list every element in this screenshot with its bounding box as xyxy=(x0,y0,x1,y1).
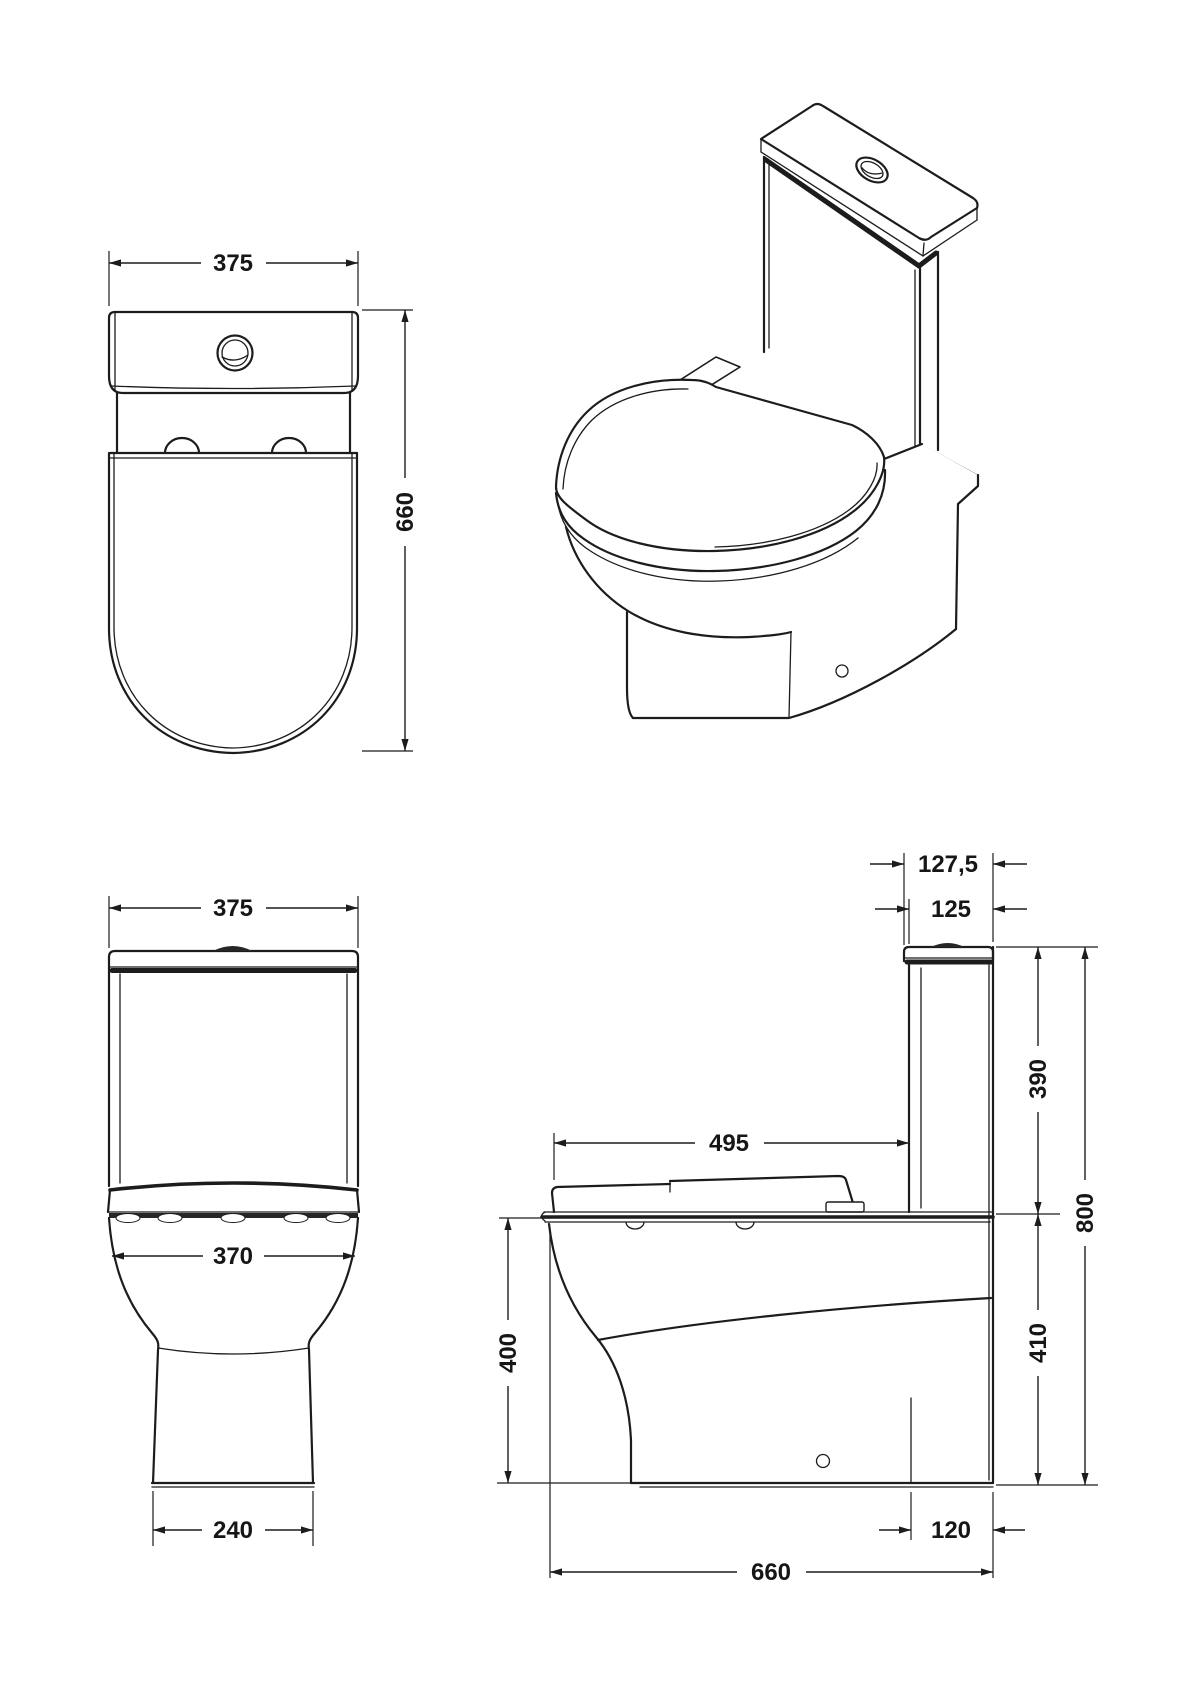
plan-hinge-left xyxy=(165,438,199,453)
front-seat-edge xyxy=(110,1183,357,1190)
side-cistern xyxy=(904,943,993,1483)
dim-side-total-height xyxy=(1072,947,1099,1485)
side-bowl-outline xyxy=(549,1224,631,1483)
dim-side-cistern-depth-label: 125 xyxy=(930,896,972,923)
dim-front-width xyxy=(109,895,358,948)
side-outlet-hole xyxy=(817,1455,830,1468)
dim-side-total-height-label: 800 xyxy=(1072,1192,1099,1234)
front-view xyxy=(108,895,359,1546)
dim-side-total-depth-label: 660 xyxy=(750,1559,792,1586)
front-bowl-right xyxy=(309,1218,358,1483)
dim-side-cistern-depth xyxy=(875,896,1027,944)
side-skirt-line xyxy=(598,1298,991,1340)
dim-top-depth-label: 660 xyxy=(392,491,419,533)
dim-side-cistern-height xyxy=(1025,947,1052,1214)
side-seat-hinge xyxy=(826,1202,864,1212)
plan-hinge-right xyxy=(272,438,306,453)
iso-cistern-lid xyxy=(761,104,978,240)
dim-front-base-width xyxy=(153,1491,313,1546)
dim-side-rim-height-label: 400 xyxy=(495,1332,522,1374)
dim-side-pan-height-label: 410 xyxy=(1025,1322,1052,1364)
dim-top-width xyxy=(109,250,358,306)
dim-front-bowl-width xyxy=(112,1243,355,1270)
dim-top-depth xyxy=(362,310,419,751)
side-view xyxy=(495,851,1099,1586)
dim-front-base-width-label: 240 xyxy=(212,1517,254,1544)
dim-side-seat-depth-label: 495 xyxy=(708,1130,750,1157)
front-cistern-right xyxy=(109,951,358,1186)
dim-side-pan-height xyxy=(1025,1214,1052,1485)
iso-cistern xyxy=(761,104,978,450)
plan-seat-outline xyxy=(109,453,357,753)
dim-side-outlet-offset-label: 120 xyxy=(930,1517,972,1544)
dim-side-total-depth xyxy=(550,1230,993,1586)
dim-front-bowl-width-label: 370 xyxy=(212,1243,254,1270)
side-seat xyxy=(552,1176,864,1212)
dim-side-rim-height xyxy=(495,1218,630,1483)
dim-side-lid-depth-label: 127,5 xyxy=(917,851,979,878)
dim-side-cistern-height-label: 390 xyxy=(1025,1058,1052,1100)
plan-flush-button-icon xyxy=(218,336,253,371)
plan-cistern-outline xyxy=(109,312,358,393)
dim-side-outlet-offset xyxy=(879,1492,1025,1578)
dim-front-width-label: 375 xyxy=(212,895,254,922)
dim-top-width-label: 375 xyxy=(212,250,254,277)
front-bowl-left xyxy=(109,1218,158,1483)
dim-side-seat-depth xyxy=(554,1130,909,1180)
isometric-view xyxy=(556,104,978,718)
front-flush-button-icon xyxy=(213,946,252,951)
side-flush-button-icon xyxy=(931,943,964,947)
top-view xyxy=(109,250,419,753)
